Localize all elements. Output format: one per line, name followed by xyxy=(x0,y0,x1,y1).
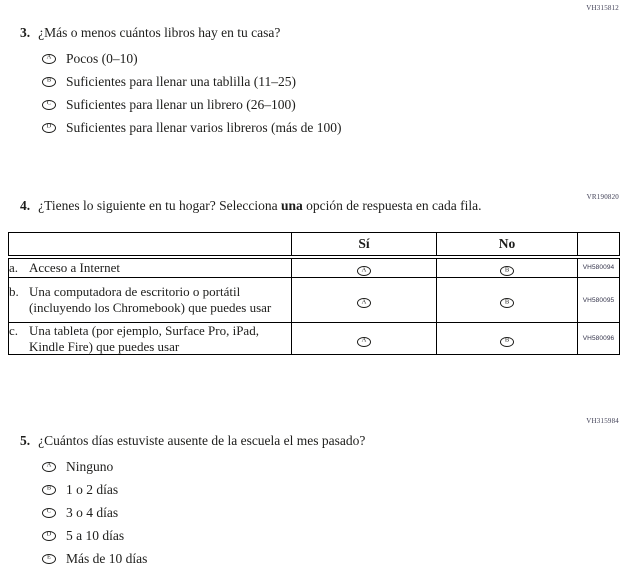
row-a-item-cell xyxy=(9,257,292,278)
q3-option-a xyxy=(42,51,138,66)
q5-option-b xyxy=(42,482,118,497)
bubble-letter: C xyxy=(46,99,52,107)
row-a-yes-cell xyxy=(292,257,437,278)
question-3-number: 3. xyxy=(20,25,31,40)
bubble-letter: A xyxy=(46,461,52,469)
bubble-letter: C xyxy=(46,507,52,515)
row-a-no-cell xyxy=(437,257,578,278)
q3-option-b xyxy=(42,74,296,89)
row-a-item-id: VH580094 xyxy=(578,257,620,278)
row-a-item-text: Acceso a Internet xyxy=(29,259,120,275)
q3-answer-bubble-a[interactable] xyxy=(42,54,56,64)
row-c-no-bubble[interactable] xyxy=(500,337,514,347)
q3-option-d xyxy=(42,120,342,135)
q5-option-e xyxy=(42,551,147,566)
question-4 xyxy=(20,198,482,214)
row-c-item-text: Una tableta (por ejemplo, Surface Pro, iPad, Kindle Fire) que puedes usar xyxy=(29,323,259,354)
table-row-b xyxy=(9,278,620,323)
item-code-q4: VR190820 xyxy=(586,193,619,201)
bubble-letter: B xyxy=(46,484,52,492)
row-b-yes-cell xyxy=(292,278,437,323)
question-3 xyxy=(20,25,280,41)
bubble-letter: A xyxy=(46,53,52,61)
q5-answer-bubble-d[interactable] xyxy=(42,531,56,541)
q5-option-b-label: 1 o 2 días xyxy=(66,481,119,497)
question-4-text-before: ¿Tienes lo siguiente en tu hogar? Selecciona xyxy=(38,198,278,213)
row-b-item-id: VH580095 xyxy=(578,278,620,323)
q5-option-a-label: Ninguno xyxy=(66,458,114,474)
q5-answer-bubble-a[interactable] xyxy=(42,462,56,472)
q5-option-c-label: 3 o 4 días xyxy=(66,504,119,520)
table-header-yes: Sí xyxy=(292,233,437,257)
bubble-letter: B xyxy=(46,76,52,84)
q5-option-c xyxy=(42,505,118,520)
q5-option-a xyxy=(42,459,113,474)
row-b-letter: b. xyxy=(9,284,19,300)
question-4-text-after: opción de respuesta en cada fila. xyxy=(306,198,482,213)
q3-option-b-label: Suficientes para llenar una tablilla (11–25) xyxy=(66,73,297,89)
q3-answer-bubble-d[interactable] xyxy=(42,123,56,133)
q5-answer-bubble-e[interactable] xyxy=(42,554,56,564)
table-header-id xyxy=(578,233,620,257)
row-b-item-text: Una computadora de escritorio o portátil (incluyendo los Chromebook) que puedes usar xyxy=(29,284,272,315)
item-code-q5: VH315984 xyxy=(586,417,619,425)
bubble-letter: A xyxy=(361,298,367,306)
table-row-a xyxy=(9,257,620,278)
row-a-yes-bubble[interactable] xyxy=(357,266,371,276)
bubble-letter: D xyxy=(46,530,52,538)
row-b-yes-bubble[interactable] xyxy=(357,298,371,308)
table-header-row xyxy=(9,233,620,257)
row-a-no-bubble[interactable] xyxy=(500,266,514,276)
item-code-q3: VH315812 xyxy=(586,4,619,12)
row-b-no-cell xyxy=(437,278,578,323)
table-header-no: No xyxy=(437,233,578,257)
q3-option-c-label: Suficientes para llenar un librero (26–100) xyxy=(66,96,296,112)
q3-option-c xyxy=(42,97,296,112)
row-b-item-cell xyxy=(9,278,292,323)
q3-answer-bubble-c[interactable] xyxy=(42,100,56,110)
question-5-text: ¿Cuántos días estuviste ausente de la escuela el mes pasado? xyxy=(38,433,366,448)
row-a-letter: a. xyxy=(9,259,19,275)
q5-option-e-label: Más de 10 días xyxy=(66,550,148,566)
question-4-text xyxy=(38,198,481,214)
q3-option-a-label: Pocos (0–10) xyxy=(66,50,138,66)
row-c-yes-cell xyxy=(292,323,437,355)
row-c-item-cell xyxy=(9,323,292,355)
bubble-letter: B xyxy=(504,266,510,274)
bubble-letter: B xyxy=(504,336,510,344)
q3-option-d-label: Suficientes para llenar varios libreros (más de 100) xyxy=(66,119,342,135)
table-header-item xyxy=(9,233,292,257)
question-5 xyxy=(20,433,365,449)
row-c-yes-bubble[interactable] xyxy=(357,337,371,347)
row-c-no-cell xyxy=(437,323,578,355)
bubble-letter: E xyxy=(47,553,51,561)
q5-answer-bubble-c[interactable] xyxy=(42,508,56,518)
row-b-no-bubble[interactable] xyxy=(500,298,514,308)
bubble-letter: B xyxy=(504,298,510,306)
q5-option-d xyxy=(42,528,124,543)
question-4-bold-word: una xyxy=(280,198,303,213)
question-5-number: 5. xyxy=(20,433,31,448)
q3-answer-bubble-b[interactable] xyxy=(42,77,56,87)
q4-response-table xyxy=(8,232,620,355)
question-4-number: 4. xyxy=(20,198,31,213)
row-c-letter: c. xyxy=(9,323,19,338)
question-3-text: ¿Más o menos cuántos libros hay en tu casa? xyxy=(38,25,281,40)
q5-answer-bubble-b[interactable] xyxy=(42,485,56,495)
bubble-letter: A xyxy=(361,336,367,344)
q5-option-d-label: 5 a 10 días xyxy=(66,527,125,543)
table-row-c xyxy=(9,323,620,355)
bubble-letter: D xyxy=(46,122,52,130)
bubble-letter: A xyxy=(361,266,367,274)
row-c-item-id: VH580096 xyxy=(578,323,620,355)
